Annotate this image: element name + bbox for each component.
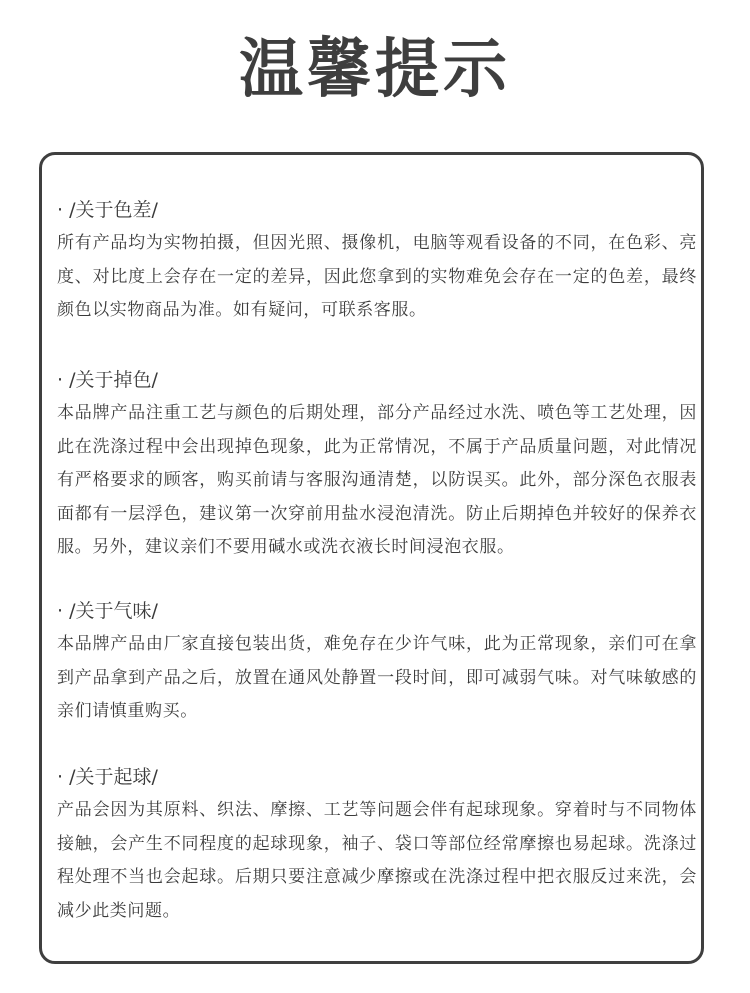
section-body: 所有产品均为实物拍摄，但因光照、摄像机，电脑等观看设备的不同，在色彩、亮度、对比度上会存在一定的差异，因此您拿到的实物难免会存在一定的色差，最终颜色以实物商品为准。如有疑问，可联系客服。 (57, 233, 697, 320)
section-heading: · /关于气味/ (57, 600, 158, 622)
section-heading: · /关于起球/ (57, 766, 158, 788)
section-heading: · /关于色差/ (57, 199, 158, 221)
page-title: 温馨提示 (239, 33, 511, 107)
section-body: 本品牌产品由厂家直接包装出货，难免存在少许气味，此为正常现象，亲们可在拿到产品拿到产品之后，放置在通风处静置一段时间，即可减弱气味。对气味敏感的亲们请慎重购买。 (57, 634, 697, 721)
notice-card (39, 152, 704, 964)
section-heading: · /关于掉色/ (57, 369, 158, 391)
section-color-difference (57, 197, 697, 328)
section-odor (57, 598, 697, 729)
section-pilling (57, 764, 697, 928)
section-color-fading (57, 367, 697, 565)
section-body: 本品牌产品注重工艺与颜色的后期处理，部分产品经过水洗、喷色等工艺处理，因此在洗涤过程中会出现掉色现象，此为正常情况，不属于产品质量问题，对此情况有严格要求的顾客，购买前请与客服沟通清楚，以防误买。此外，部分深色衣服表面都有一层浮色，建议第一次穿前用盐水浸泡清洗。防止后期掉色并较好的保养衣服。另外，建议亲们不要用碱水或洗衣液长时间浸泡衣服。 (57, 403, 697, 557)
section-body: 产品会因为其原料、织法、摩擦、工艺等问题会伴有起球现象。穿着时与不同物体接触，会产生不同程度的起球现象，袖子、袋口等部位经常摩擦也易起球。洗涤过程处理不当也会起球。后期只要注意减少摩擦或在洗涤过程中把衣服反过来洗，会减少此类问题。 (57, 800, 697, 921)
